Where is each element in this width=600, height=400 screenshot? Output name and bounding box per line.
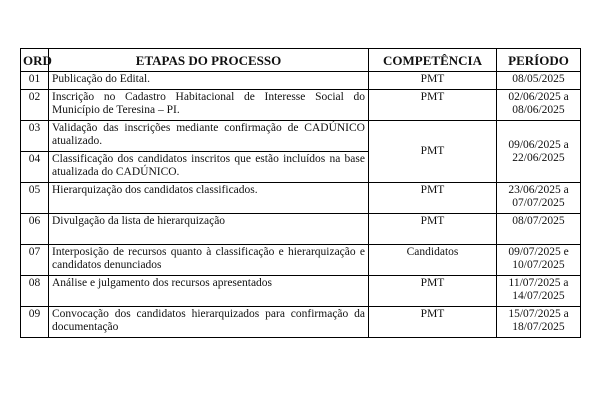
cell-periodo: 09/07/2025 e 10/07/2025 [497, 245, 581, 276]
cell-ord: 05 [21, 183, 49, 214]
cell-periodo-merged: 09/06/2025 a 22/06/2025 [497, 121, 581, 183]
cell-competencia-merged: PMT [369, 121, 497, 183]
header-competencia: COMPETÊNCIA [369, 49, 497, 72]
cell-etapa: Divulgação da lista de hierarquização [49, 214, 369, 245]
cell-ord: 03 [21, 121, 49, 152]
cell-competencia: PMT [369, 307, 497, 338]
header-periodo: PERÍODO [497, 49, 581, 72]
cell-periodo: 15/07/2025 a 18/07/2025 [497, 307, 581, 338]
cell-etapa: Validação das inscrições mediante confirmação de CADÚNICO atualizado. [49, 121, 369, 152]
table-row [21, 214, 581, 245]
cell-competencia: Candidatos [369, 245, 497, 276]
cell-ord: 08 [21, 276, 49, 307]
cell-etapa: Classificação dos candidatos inscritos que estão incluídos na base atualizada do CADÚNICO. [49, 152, 369, 183]
cell-etapa: Publicação do Edital. [49, 72, 369, 90]
schedule-table-container [20, 48, 580, 338]
cell-ord: 06 [21, 214, 49, 245]
cell-etapa: Hierarquização dos candidatos classificados. [49, 183, 369, 214]
cell-competencia: PMT [369, 183, 497, 214]
cell-etapa: Interposição de recursos quanto à classificação e hierarquização e candidatos denunciados [49, 245, 369, 276]
table-row [21, 307, 581, 338]
header-ord: ORD [21, 49, 49, 72]
cell-competencia: PMT [369, 90, 497, 121]
cell-periodo: 23/06/2025 a 07/07/2025 [497, 183, 581, 214]
table-row [21, 72, 581, 90]
cell-ord: 07 [21, 245, 49, 276]
cell-competencia: PMT [369, 72, 497, 90]
cell-etapa: Inscrição no Cadastro Habitacional de Interesse Social do Município de Teresina – PI. [49, 90, 369, 121]
cell-ord: 09 [21, 307, 49, 338]
cell-etapa: Convocação dos candidatos hierarquizados para confirmação da documentação [49, 307, 369, 338]
schedule-table [20, 48, 581, 338]
table-row [21, 183, 581, 214]
cell-periodo: 08/07/2025 [497, 214, 581, 245]
table-header-row [21, 49, 581, 72]
cell-competencia: PMT [369, 276, 497, 307]
table-row [21, 245, 581, 276]
header-etapas: ETAPAS DO PROCESSO [49, 49, 369, 72]
table-row [21, 121, 581, 152]
cell-ord: 02 [21, 90, 49, 121]
cell-etapa: Análise e julgamento dos recursos apresentados [49, 276, 369, 307]
cell-competencia: PMT [369, 214, 497, 245]
cell-periodo: 11/07/2025 a 14/07/2025 [497, 276, 581, 307]
table-row [21, 276, 581, 307]
cell-periodo: 08/05/2025 [497, 72, 581, 90]
cell-ord: 01 [21, 72, 49, 90]
table-row [21, 90, 581, 121]
cell-ord: 04 [21, 152, 49, 183]
cell-periodo: 02/06/2025 a 08/06/2025 [497, 90, 581, 121]
